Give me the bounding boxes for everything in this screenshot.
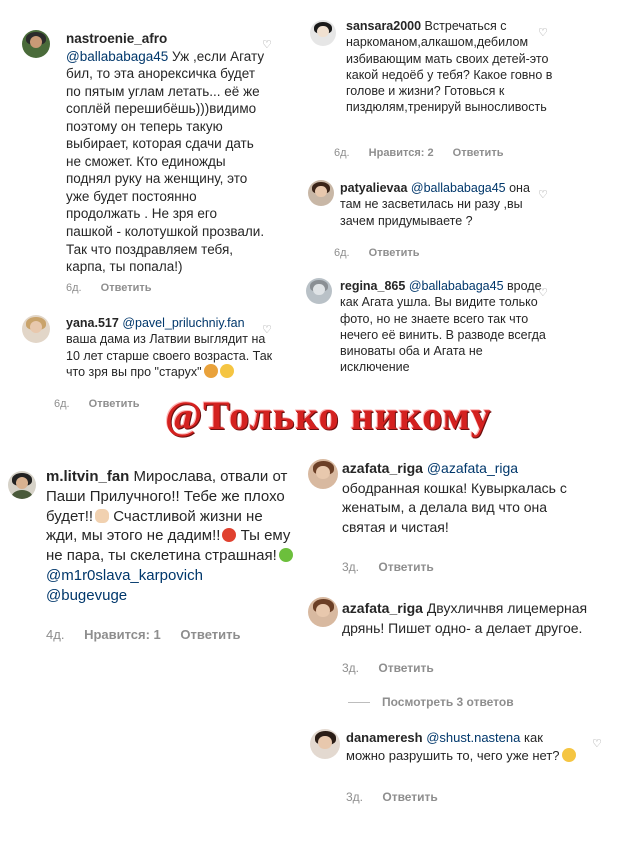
- comment-meta: [342, 661, 450, 675]
- comment-sansara: [300, 0, 620, 165]
- like-heart-icon[interactable]: ♡: [538, 287, 548, 299]
- comment-age: 4д.: [46, 627, 65, 642]
- comment-regina: [300, 272, 620, 402]
- comment-body: ваша дама из Латвии выглядит на 10 лет старше своего возраста. Так что зря вы про "старух": [66, 332, 273, 379]
- comment-text: [66, 315, 276, 380]
- comment-text: [342, 599, 592, 638]
- comment-text: [340, 180, 540, 229]
- avatar[interactable]: [8, 471, 36, 499]
- reply-button[interactable]: Ответить: [88, 398, 140, 410]
- comment-body: Встречаться с наркоманом,алкашом,дебилом избивающим мать своих детей-это какой недоёб у тебя? Какое говно в голове и жизни? Готовься к пиздюлям,тренируй выносливость: [346, 19, 553, 115]
- comment-body-3: Ты ему не пара, ты скелетина страшная!: [46, 527, 291, 565]
- hand-emoji-icon: [95, 509, 109, 523]
- comment-body: как можно разрушить то, чего уже нет?: [346, 730, 560, 763]
- comment-meta: [346, 790, 454, 804]
- comment-mention[interactable]: @m1r0slava_karpovich: [46, 566, 203, 584]
- comment-mlitvin: [0, 455, 300, 655]
- reply-button[interactable]: Ответить: [382, 790, 438, 804]
- comment-username[interactable]: yana.517: [66, 316, 119, 330]
- comment-azafata-2: [300, 595, 620, 685]
- comment-meta: [334, 247, 436, 259]
- comment-meta: [46, 627, 257, 642]
- grinning-face-icon: [562, 748, 576, 762]
- comment-body: она там не засветилась ни разу ,вы зачем придумываете ?: [340, 181, 530, 228]
- angry-face-icon: [222, 528, 236, 542]
- comment-username[interactable]: patyalievaa: [340, 181, 408, 195]
- comment-age: 6д.: [334, 147, 350, 159]
- likes-count[interactable]: Нравится: 1: [84, 627, 161, 642]
- reply-button[interactable]: Ответить: [378, 661, 434, 675]
- comment-age: 6д.: [54, 398, 70, 410]
- view-replies-label: Посмотреть 3 ответов: [382, 695, 514, 709]
- comment-body: Двухличнвя лицемерная дрянь! Пишет одно- а делает другое.: [342, 600, 588, 636]
- comment-mention[interactable]: @shust.nastena: [426, 730, 521, 745]
- comment-meta: [334, 147, 519, 159]
- comment-text: [346, 729, 576, 765]
- reply-button[interactable]: Ответить: [100, 282, 152, 294]
- comment-username[interactable]: m.litvin_fan: [46, 468, 130, 485]
- like-heart-icon[interactable]: ♡: [262, 39, 272, 51]
- comment-meta: [66, 282, 168, 294]
- replies-divider: [348, 702, 370, 703]
- view-replies-button[interactable]: [348, 695, 514, 709]
- avatar[interactable]: [308, 597, 338, 627]
- like-heart-icon[interactable]: ♡: [262, 324, 272, 336]
- avatar[interactable]: [308, 180, 334, 206]
- comment-age: 6д.: [66, 282, 82, 294]
- watermark-text: @Только никому: [165, 393, 492, 438]
- panel-bottom-right: [300, 455, 620, 844]
- panel-top-right: [300, 0, 620, 455]
- reply-button[interactable]: Ответить: [368, 247, 420, 259]
- like-heart-icon[interactable]: ♡: [538, 189, 548, 201]
- avatar[interactable]: [306, 278, 332, 304]
- avatar[interactable]: [308, 459, 338, 489]
- comment-text: [342, 459, 592, 537]
- avatar[interactable]: [22, 30, 50, 58]
- comment-age: 3д.: [342, 661, 360, 675]
- nauseated-face-icon: [279, 548, 293, 562]
- comment-age: 3д.: [342, 560, 360, 574]
- like-heart-icon[interactable]: ♡: [538, 27, 548, 39]
- comment-body: ободранная кошка! Кувыркалась с женатым, а делала вид что она святая и чистая!: [342, 479, 567, 535]
- comment-age: 3д.: [346, 790, 364, 804]
- comment-body: Уж ,если Агату бил, то эта анорексичка будет по пятым углам летать... её же соплёй перешибёшь)))видимо поэтому он теперь такую выбирает, которая сдачи дать не сможет. Кто единожды поднял руку на женщину, это уже будет постоянно продолжать . Не зря его пашкой - колотушкой прозвали. Так что поздравляем тебя, карпа, ты попала!): [66, 48, 265, 275]
- comment-text: [340, 278, 550, 376]
- panel-top-left: [0, 0, 300, 455]
- reply-button[interactable]: Ответить: [452, 147, 504, 159]
- likes-count[interactable]: Нравится: 2: [368, 147, 434, 159]
- comment-mention[interactable]: @pavel_priluchniy.fan: [122, 316, 245, 330]
- comment-meta: [54, 398, 156, 410]
- comment-username[interactable]: nastroenie_afro: [66, 31, 168, 46]
- like-heart-icon[interactable]: ♡: [592, 738, 602, 750]
- comment-danameresh: [300, 727, 620, 837]
- avatar[interactable]: [22, 315, 50, 343]
- comment-body-1: Мирослава, отвали от Паши Прилучного!! Тебе же плохо будет!!: [46, 468, 288, 525]
- woman-emoji-icon: [204, 364, 218, 378]
- comment-mention[interactable]: @azafata_riga: [426, 460, 519, 476]
- comment-patyalievaa: [300, 172, 620, 267]
- comment-meta: [342, 560, 450, 574]
- comment-mention[interactable]: @bugevuge: [46, 586, 128, 604]
- comment-age: 6д.: [334, 247, 350, 259]
- comment-nastroenie: [0, 0, 300, 300]
- comment-mention[interactable]: @ballababaga45: [410, 181, 506, 195]
- avatar[interactable]: [310, 20, 336, 46]
- comment-text: [46, 467, 296, 606]
- face-emoji-icon: [220, 364, 234, 378]
- comment-text: [346, 18, 556, 116]
- comment-body: вроде как Агата ушла. Вы видите только фото, но не знаете всего так что нечего её винить. В разводе всегда виноваты оба и Агата не исключение: [340, 279, 546, 375]
- reply-button[interactable]: Ответить: [180, 627, 241, 642]
- comment-mention[interactable]: @ballababaga45: [408, 279, 504, 293]
- comment-username[interactable]: sansara2000: [346, 19, 422, 33]
- comment-username[interactable]: azafata_riga: [342, 460, 423, 476]
- comment-username[interactable]: danameresh: [346, 730, 423, 745]
- comment-mention[interactable]: @ballababaga45: [66, 48, 169, 64]
- comment-text: [66, 30, 266, 276]
- reply-button[interactable]: Ответить: [378, 560, 434, 574]
- panel-bottom-left: [0, 455, 300, 844]
- comment-username[interactable]: azafata_riga: [342, 600, 423, 616]
- comment-azafata-1: [300, 455, 620, 585]
- comment-body-2: Счастливой жизни не жди, мы этого не дадим!!: [46, 507, 263, 545]
- comment-username[interactable]: regina_865: [340, 279, 406, 293]
- avatar[interactable]: [310, 729, 340, 759]
